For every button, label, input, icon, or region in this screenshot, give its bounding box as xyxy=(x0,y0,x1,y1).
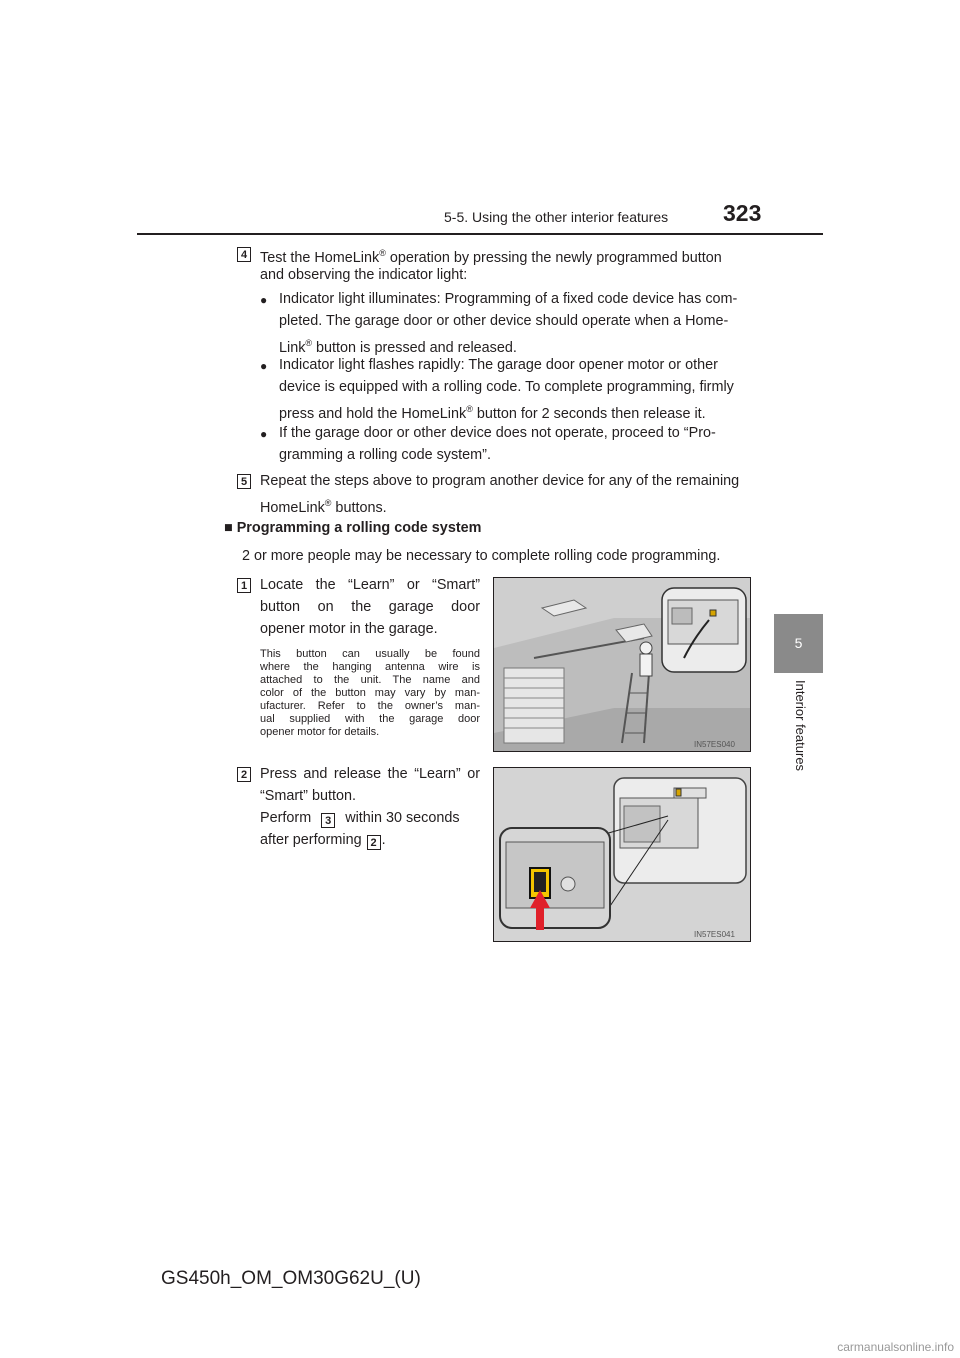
learn-button-drawing xyxy=(494,768,750,941)
bullet-text: device is equipped with a rolling code. To complete programming, firmly xyxy=(279,379,734,395)
note-text: opener motor for details. xyxy=(260,726,380,738)
bullet-text: Indicator light flashes rapidly: The garage door opener motor or other xyxy=(279,357,718,373)
step-text: after performing 2 . xyxy=(260,832,386,849)
chapter-tab-label: Interior features xyxy=(793,680,808,772)
section-heading: ■ Programming a rolling code system xyxy=(224,520,482,536)
note-text: ufacturer. Refer to the owner’s man- xyxy=(260,700,480,712)
note-text: color of the button may vary by man- xyxy=(260,687,480,699)
bullet-text: Link® button is pressed and released. xyxy=(279,338,517,356)
step-text: Press and release the “Learn” or xyxy=(260,766,480,782)
step-number: 1 xyxy=(237,578,251,593)
figure-code: IN57ES041 xyxy=(694,930,735,939)
note-text: where the hanging antenna wire is xyxy=(260,661,480,673)
step-text: Repeat the steps above to program another device for any of the remaining xyxy=(260,473,740,489)
step-text: HomeLink® buttons. xyxy=(260,498,387,516)
section-intro: 2 or more people may be necessary to complete rolling code programming. xyxy=(242,548,721,564)
chapter-tab: 5 xyxy=(774,614,823,673)
section-title: 5-5. Using the other interior features xyxy=(444,209,669,225)
note-text: ual supplied with the garage door xyxy=(260,713,480,725)
step-text: Locate the “Learn” or “Smart” xyxy=(260,577,480,593)
learn-button-illustration xyxy=(493,767,751,942)
step-number: 4 xyxy=(237,247,251,262)
bullet-icon: ● xyxy=(260,293,268,307)
garage-drawing xyxy=(494,578,750,751)
note-text: attached to the unit. The name and xyxy=(260,674,480,686)
bullet-text: gramming a rolling code system”. xyxy=(279,447,491,463)
step-number: 5 xyxy=(237,474,251,489)
step-ref: 3 xyxy=(321,813,335,828)
document-code: GS450h_OM_OM30G62U_(U) xyxy=(161,1268,421,1289)
bullet-text: press and hold the HomeLink® button for 2 seconds then release it. xyxy=(279,404,706,422)
figure-code: IN57ES040 xyxy=(694,740,735,749)
header-rule xyxy=(137,233,823,235)
note-text: This button can usually be found xyxy=(260,648,480,660)
bullet-text: pleted. The garage door or other device should operate when a Home- xyxy=(279,313,729,329)
step-ref: 2 xyxy=(367,835,381,850)
step-text: button on the garage door xyxy=(260,599,480,615)
step-text: “Smart” button. xyxy=(260,788,356,804)
bullet-text: If the garage door or other device does not operate, proceed to “Pro- xyxy=(279,425,716,441)
bullet-icon: ● xyxy=(260,427,268,441)
square-bullet-icon: ■ xyxy=(224,520,233,536)
watermark: carmanualsonline.info xyxy=(837,1340,954,1354)
step-text: Perform 3 within 30 seconds xyxy=(260,810,460,827)
bullet-text: Indicator light illuminates: Programming of a fixed code device has com- xyxy=(279,291,738,307)
bullet-icon: ● xyxy=(260,359,268,373)
garage-illustration xyxy=(493,577,751,752)
step-text: opener motor in the garage. xyxy=(260,621,438,637)
step-text: Test the HomeLink® operation by pressing the newly programmed button xyxy=(260,248,722,266)
step-text: and observing the indicator light: xyxy=(260,267,468,283)
step-number: 2 xyxy=(237,767,251,782)
page-number: 323 xyxy=(723,200,762,226)
